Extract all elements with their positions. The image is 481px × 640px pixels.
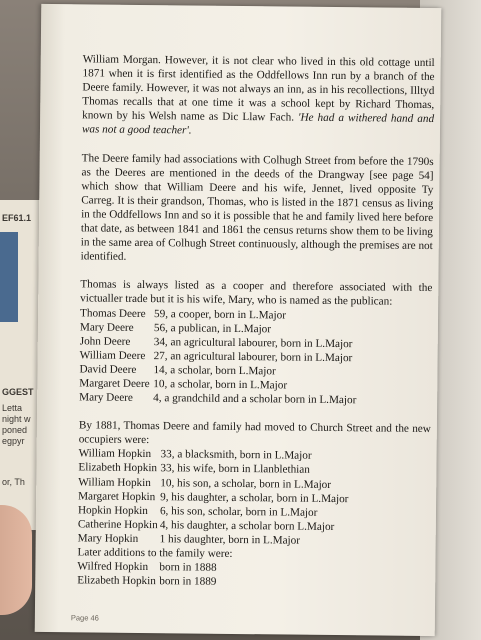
list-item: Margaret Hopkin 9, his daughter, a scholar, born in L.Major xyxy=(78,489,349,505)
side-label: poned xyxy=(2,425,28,435)
list-item: John Deere 34, an agricultural labourer, born in L.Major xyxy=(79,335,353,350)
page-content xyxy=(77,52,435,591)
list-item: Hopkin Hopkin 6, his son, scholar, born in L.Major xyxy=(77,504,318,519)
list-item: William Deere 27, an agricultural labourer, born in L.Major xyxy=(79,349,353,364)
side-label: GGEST xyxy=(2,387,34,397)
paragraph-text: William Morgan. However, it is not clear who lived in this old cottage until 1871 when it is first identified as the Oddfellows Inn run by a branch of the Deere family. However, it was not always an inn, as in his recollections, Illtyd Thomas recalls that at one time it was a school kept by Richard Thomas, known by his Welsh name as Dic Llaw Fach. xyxy=(82,53,435,124)
side-label: egpyr xyxy=(2,436,25,446)
paragraph-deere-family: The Deere family had associations with Colhugh Street from before the 1790s as the Deeres are mentioned in the deeds of the Drangway [see page 54] which show that William Deere and his wife, Jennet, lived opposite Ty Carreg. It is their grandson, Thomas, who is listed in the 1871 census as living in the Oddfellows Inn and so it is possible that he and family lived here before that date, as between 1841 and 1861 the census returns show them to be living in the same area of Colhugh Street continuously, although the premises are not identified. xyxy=(80,151,434,264)
paragraph-cooper: Thomas is always listed as a cooper and therefore associated with the victualler trade but it is his wife, Mary, who is named as the publican: xyxy=(80,278,433,309)
list-item: Elizabeth Hopkin 33, his wife, born in Llanblethian xyxy=(78,461,310,477)
list-item: Catherine Hopkin 4, his daughter, a scholar born L.Major xyxy=(77,518,335,533)
list-item: Mary Hopkin 1 his daughter, born in L.Major xyxy=(77,532,301,547)
side-label: or, Th xyxy=(2,477,25,487)
book-page xyxy=(35,4,442,636)
later-additions-list xyxy=(77,559,429,591)
photo-fragment xyxy=(0,232,18,322)
side-label: night w xyxy=(2,414,31,424)
teacher-quote: 'He had a withered hand and was not a good teacher'. xyxy=(81,111,435,137)
paragraph-cottage xyxy=(82,52,435,140)
paragraph-1881: By 1881, Thomas Deere and family had moved to Church Street and the new occupiers were: xyxy=(78,419,431,447)
later-additions-label: Later additions to the family were: xyxy=(77,546,233,560)
list-item: William Hopkin 33, a blacksmith, born in L.Major xyxy=(78,447,312,463)
list-item: Thomas Deere 59, a cooper, born in L.Major xyxy=(80,306,287,322)
side-label: EF61.1 xyxy=(2,213,32,223)
list-item: Elizabeth Hopkin born in 1889 xyxy=(77,574,217,588)
side-label: Letta xyxy=(2,403,23,413)
list-item: David Deere 14, a scholar, born L.Major xyxy=(79,363,276,378)
census-1871-list xyxy=(79,306,432,408)
thumb xyxy=(0,505,32,615)
census-1881-list xyxy=(78,447,431,549)
list-item: Margaret Deere 10, a scholar, born in L.Major xyxy=(79,377,288,392)
list-item: Wilfred Hopkin born in 1888 xyxy=(77,560,217,574)
list-item: Mary Deere 56, a publican, in L.Major xyxy=(79,320,272,335)
list-item: Mary Deere 4, a grandchild and a scholar born in L.Major xyxy=(79,391,357,407)
page-number: Page 46 xyxy=(70,613,99,623)
list-item: William Hopkin 10, his son, a scholar, born in L.Major xyxy=(78,475,332,491)
